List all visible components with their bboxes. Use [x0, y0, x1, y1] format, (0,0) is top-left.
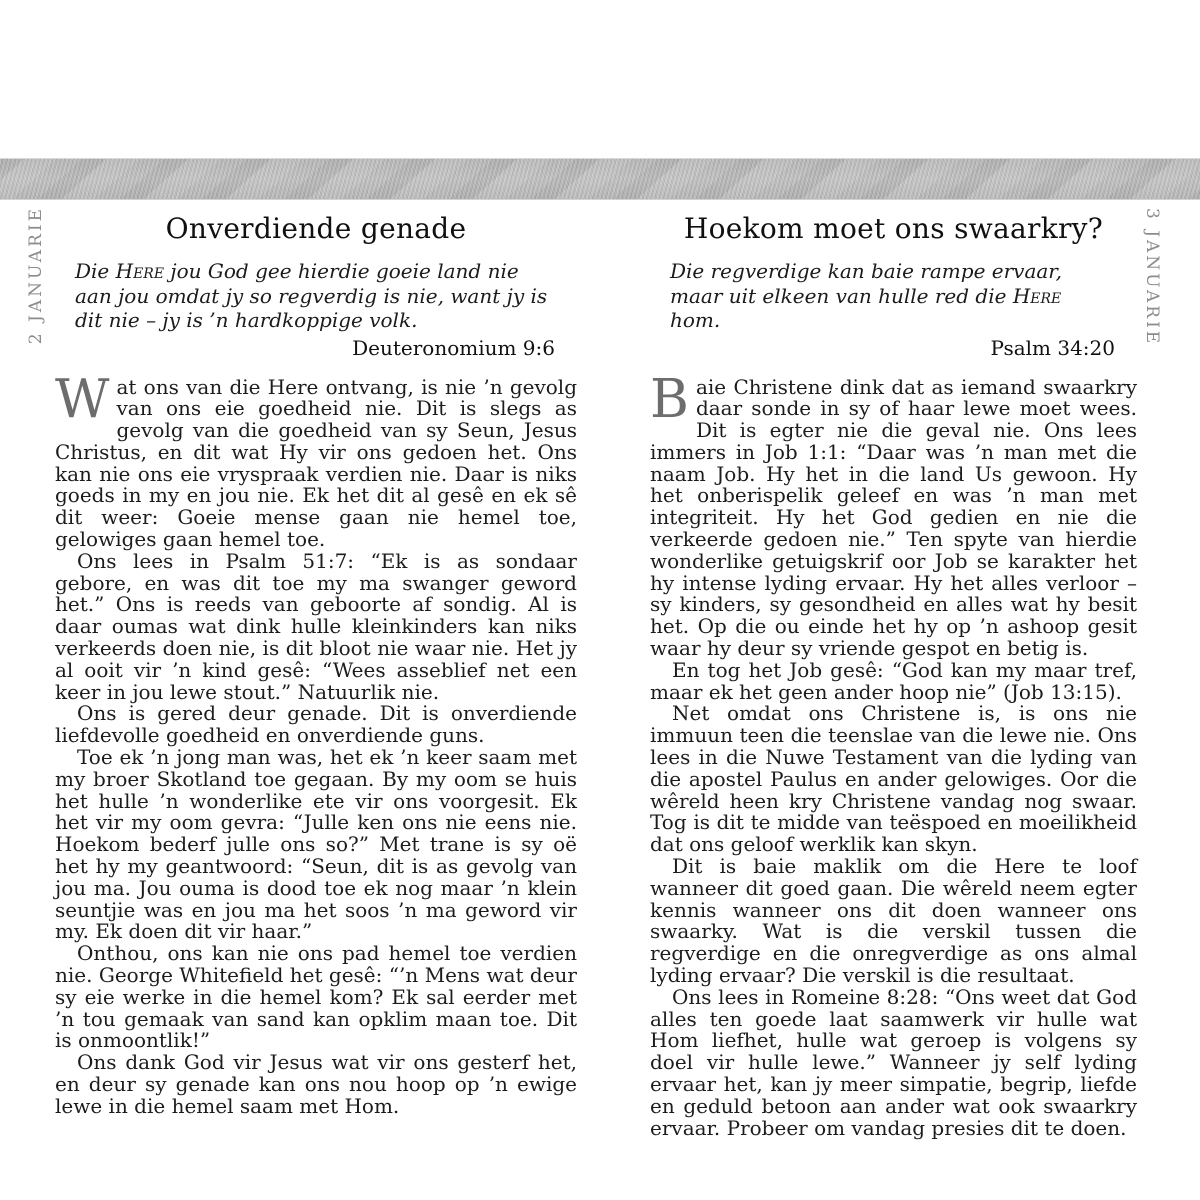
left-page-title: Onverdiende genade — [165, 212, 467, 245]
scripture-text: Die — [75, 259, 116, 283]
scripture-text: jou God gee hierdie goeie land nie aan jou omdat jy so regverdig is nie, want jy is dit nie – jy is ’n hardkoppige volk. — [75, 259, 548, 332]
body-paragraph: Ons is gered deur genade. Dit is onverdiende liefdevolle goedheid en onverdiende guns. — [55, 701, 577, 748]
body-paragraph: En tog het Job gesê: “God kan my maar tref, maar ek het geen ander hoop nie” (Job 13:15). — [650, 657, 1137, 704]
body-paragraph: Ons lees in Romeine 8:28: “Ons weet dat God alles ten goede laat saamwerk vir hulle wat Hom liefhet, hulle wat geroep is volgens sy doel vir hulle lewe.” Wanneer jy self lyding ervaar het, kan jy meer simpatie, begrip, liefde en geduld betoon aan ander wat ook swaarkry ervaar. Probeer om vandag presies dit te doen. — [650, 984, 1137, 1140]
scripture-text: Die regverdige kan baie rampe ervaar, maar uit elkeen van hulle red die — [670, 259, 1063, 308]
body-paragraph: Onthou, ons kan nie ons pad hemel toe verdien nie. George Whitefield het gesê: “’n Mens wat deur sy eie werke in die hemel kom? Ek sal eerder met ’n tou gemaak van sand kan opklim maan toe. Dit is onmoontlik!” — [55, 941, 577, 1053]
lord-name-smallcaps: Here — [115, 259, 165, 283]
body-paragraph: Ons lees in Psalm 51:7: “Ek is as sondaar gebore, en was dit toe my ma swanger geword het.” Ons is reeds van geboorte af sondig. Al is daar oumas wat dink hulle kleinkinders kan niks verkeerds doen nie, is dit bloot nie waar nie. Het jy al ooit vir ’n kind gesê: “Wees asseblief net een keer in jou lewe stout.” Natuurlik nie. — [55, 548, 577, 704]
scripture-text: hom. — [670, 308, 721, 332]
right-scripture-quote — [650, 259, 1137, 333]
body-paragraph — [55, 368, 577, 552]
left-devotional-text — [55, 368, 577, 1118]
body-paragraph: Ons dank God vir Jesus wat vir ons gesterf het, en deur sy genade kan ons nou hoop op ’n ewige lewe in die hemel saam met Hom. — [55, 1050, 577, 1118]
right-scripture-reference: Psalm 34:20 — [990, 335, 1115, 360]
texture-band — [0, 158, 1200, 200]
left-scripture-reference: Deuteronomium 9:6 — [352, 335, 555, 360]
drop-cap: W — [55, 368, 110, 430]
body-paragraph: Dit is baie maklik om die Here te loof wanneer dit goed gaan. Die wêreld neem egter kennis wanneer ons dit doen wanneer ons swaarky. Wat is die verskil tussen die regverdige en die onregverdige as ons almal lyding ervaar? Die verskil is die resultaat. — [650, 854, 1137, 988]
left-page — [55, 198, 577, 1118]
body-paragraph — [650, 368, 1137, 661]
lord-name-smallcaps: Here — [1012, 283, 1062, 308]
right-page — [650, 198, 1137, 1139]
drop-cap: B — [650, 368, 689, 430]
paragraph-text: at ons van die Here ontvang, is nie ’n gevolg van ons eie goedheid nie. Dit is slegs as gevolg van die goedheid van sy Seun, Jesus Christus, en dit wat Hy vir ons gedoen het. Ons kan nie ons eie vryspraak verdien nie. Daar is niks goeds in my en jou nie. Ek het dit al gesê en ek sê dit weer: Goeie mense gaan nie hemel toe, gelowiges gaan hemel toe. — [55, 374, 577, 552]
date-label-left: 2 JANUARIE — [26, 206, 46, 345]
date-label-right: 3 JANUARIE — [1142, 208, 1162, 347]
paragraph-text: aie Christene dink dat as iemand swaarkry daar sonde in sy of haar lewe moet wees. Dit is egter nie die geval nie. Ons lees immers in Job 1:1: “Daar was ’n man met die naam Job. Hy het in die land Us gewoon. Hy het onberispelik geleef en was ’n man met integriteit. Hy het God gedien en nie die verkeerde gedoen nie.” Ten spyte van hierdie wonderlike getuigskrif oor Job se karakter het hy intense lyding ervaar. Hy het alles verloor – sy kinders, sy gesondheid en alles wat hy besit het. Op die ou einde het hy op ’n ashoop gesit waar hy deur sy vriende gespot en betig is. — [650, 374, 1137, 661]
right-devotional-text — [650, 368, 1137, 1140]
body-paragraph: Toe ek ’n jong man was, het ek ’n keer saam met my broer Skotland toe gegaan. By my oom se huis het hulle ’n wonderlike ete vir ons voorgesit. Ek het vir my oom gevra: “Julle ken ons nie eens nie. Hoekom bederf julle ons so?” Met trane is sy oë het hy my geantwoord: “Seun, dit is as gevolg van jou ma. Jou ouma is dood toe ek nog maar ’n klein seuntjie was en jou ma het soos ’n ma geword vir my. Ek doen dit vir haar.” — [55, 745, 577, 944]
right-page-title: Hoekom moet ons swaarkry? — [683, 212, 1104, 245]
left-scripture-quote — [55, 259, 577, 333]
body-paragraph: Net omdat ons Christene is, is ons nie immuun teen die teenslae van die lewe nie. Ons lees in die Nuwe Testament van die lyding van die apostel Paulus en ander gelowiges. Oor die wêreld heen kry Christene vandag nog swaar. Tog is dit te midde van teëspoed en moeilikheid dat ons geloof werklik kan skyn. — [650, 701, 1137, 857]
